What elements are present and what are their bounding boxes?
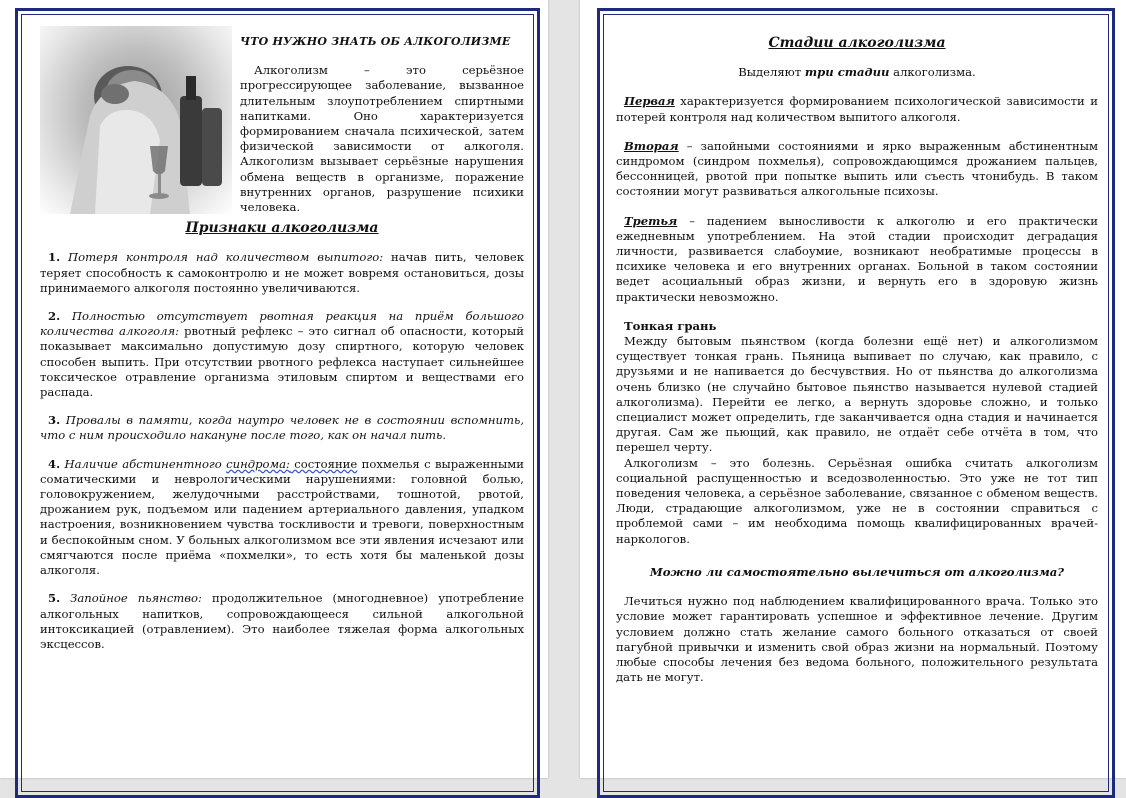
stages-lead-emphasis: три стадии: [804, 65, 890, 80]
stage-name: Первая: [624, 94, 675, 109]
leaflet-title: ЧТО НУЖНО ЗНАТЬ ОБ АЛКОГОЛИЗМЕ: [240, 35, 511, 48]
sign-item-5: [40, 591, 524, 652]
sign-text: начав пить, человек теряет способность к самоконтролю и не может вовремя остановиться, дозы принимаемого алкоголя постоянно увеличиваются.: [40, 250, 525, 295]
page-right: [580, 0, 1126, 778]
intro-paragraph: Алкоголизм – это серьёзное прогрессирующее заболевание, вызванное длительным злоупотреблением спиртными напитками. Оно характеризуется формированием сначала психической, затем физической зависимости от алкоголя. Алкоголизм вызывает серьёзные нарушения обмена веществ в организме, поражение внутренних органов, разрушение психики человека.: [240, 63, 524, 215]
right-content: [616, 26, 1098, 685]
sign-number: 4.: [48, 456, 61, 471]
sign-item-3: [40, 413, 524, 443]
stage-3: [616, 214, 1098, 305]
sign-item-2: [40, 309, 524, 400]
sign-number: 5.: [48, 591, 61, 606]
thin-line-paragraph-1: Между бытовым пьянством (когда болезни ещё нет) и алкоголизмом существует тонкая грань. Пьяница выпивает по случаю, как правило, с друзьями и не напивается до бесчувствия. Но от пьянства до алкоголизма очень близко (не случайно бытовое пьянство называется нулевой стадией алкоголизма). Перейти ее легко, а вернуть здоровье сложно, и только специалист может определить, где заканчивается одна стадия и начинается другая. Сам же пьющий, как правило, не отдаёт себе отчёта в том, что перешел черту.: [616, 334, 1098, 455]
thin-line-heading: Тонкая грань: [624, 318, 717, 333]
sign-lead: Наличие абстинентного: [64, 456, 227, 471]
sign-item-1: [40, 250, 524, 296]
page-left: [0, 0, 548, 778]
stage-name: Вторая: [624, 138, 679, 153]
stages-lead-pre: Выделяют: [738, 65, 805, 80]
stage-2: [616, 139, 1098, 200]
thin-line-paragraph-2: Алкоголизм – это болезнь. Серьёзная ошибка считать алкоголизм социальной распущенностью и вседозволенностью. Это уже не тот тип поведения человека, а серьёзное заболевание, связанное с обменом веществ. Люди, страдающие алкоголизмом, уже не в состоянии справиться с проблемой сами – им необходима помощь квалифицированных врачей-наркологов.: [616, 455, 1098, 546]
signs-heading: Признаки алкоголизма: [185, 220, 379, 237]
photo-illustration: [40, 26, 232, 214]
sign-lead: Провалы в памяти, когда наутро человек не в состоянии вспомнить, что с ним происходило накануне после того, как он начал пить.: [40, 413, 525, 443]
sign-item-4: [40, 457, 524, 579]
sign-number: 3.: [48, 413, 61, 428]
sign-number: 2.: [48, 309, 61, 324]
sign-text: похмелья с выраженными соматическими и неврологическими нарушениями: головной болью, головокружением, желудочными расстройствами, тошнотой, рвотой, дрожанием рук, подъемом или падением артериального давления, упадком настроения, возникновением чувства тоскливости и тревоги, поверхностным и беспокойным сном. У больных алкоголизмом все эти явления исчезают или смягчаются после приёма «похмелки», то есть хотя бы маленькой дозы алкоголя.: [40, 456, 524, 578]
stage-text: – запойными состояниями и ярко выраженным абстинентным синдромом (синдром похмелья), сопровождающимся дрожанием пальцев, бессонницей, рвотой при попытке выпить или съесть чтонибудь. В таком состоянии могут развиваться алкогольные психозы.: [616, 138, 1098, 199]
question-heading: Можно ли самостоятельно вылечиться от алкоголизма?: [649, 564, 1065, 579]
spellcheck-underline: синдрома:: [226, 456, 290, 471]
stages-heading: Стадии алкоголизма: [768, 35, 946, 51]
stage-1: [616, 94, 1098, 124]
sign-text: продолжительное (многодневное) употребление алкогольных напитков, сопровождающееся сильной алкогольной интоксикацией (отравлением). Это наиболее тяжелая форма алкогольных эксцессов.: [40, 591, 524, 651]
stages-lead-post: алкоголизма.: [889, 65, 976, 80]
stages-lead: [616, 65, 1098, 80]
sign-lead: Потеря контроля над количеством выпитого:: [68, 250, 384, 265]
sign-text: рвотный рефлекс – это сигнал об опасности, который показывает максимально допустимую дозу спиртного, которую человек способен выпить. При отсутствии рвотного рефлекса наступает сильнейшее токсическое отравление организма этиловым спиртом и веществами его распада.: [40, 324, 524, 400]
left-content: [40, 26, 524, 665]
answer-paragraph: Лечиться нужно под наблюдением квалифицированного врача. Только это условие может гарантировать успешное и эффективное лечение. Другим условием должно стать желание самого больного отказаться от своей пагубной привычки и изменить свой образ жизни на нормальный. Поэтому любые способы лечения без ведома больного, положительного результата дать не могут.: [616, 594, 1098, 685]
stage-text: – падением выносливости к алкоголю и его практически ежедневным употреблением. На этой стадии происходит деградация личности, развивается слабоумие, возникают необратимые процессы в психике человека и его внутренних органах. Больной в таком состоянии ведет асоциальный образ жизни, и вернуть его в здоровую жизнь практически невозможно.: [616, 213, 1098, 304]
sign-lead: Запойное пьянство:: [70, 591, 202, 606]
stage-name: Третья: [624, 213, 678, 228]
sign-number: 1.: [48, 250, 61, 265]
sign-lead: Полностью отсутствует рвотная реакция на приём большого количества алкоголя:: [40, 309, 525, 339]
photo-drinking-man: [40, 26, 232, 214]
spellcheck-underline-2: состояние: [289, 456, 358, 471]
stage-text: характеризуется формированием психологической зависимости и потерей контроля над количеством выпитого алкоголя.: [616, 94, 1098, 124]
